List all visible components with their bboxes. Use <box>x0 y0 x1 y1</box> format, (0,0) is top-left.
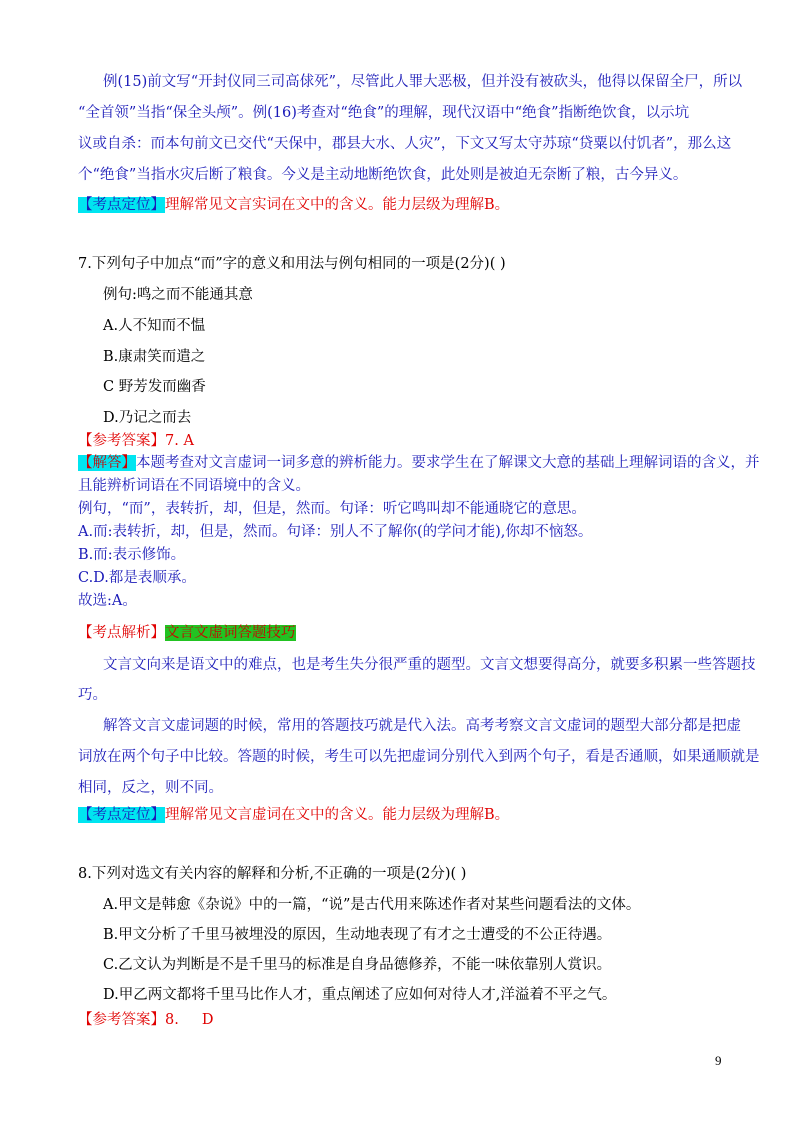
q7-jieda-line-6: C.D.都是表顺承。 <box>78 570 196 586</box>
q8-stem: 8.下列对选文有关内容的解释和分析,不正确的一项是(2分)( ) <box>78 866 467 882</box>
prev-explanation-line-4: 个“绝食”当指水灾后断了粮食。今义是主动地断绝饮食，此处则是被迫无奈断了粮，古今异义。 <box>78 167 688 183</box>
page-number: 9 <box>715 1053 722 1068</box>
q7-jieda-line-3: 例句，“而”，表转折，却，但是，然而。句译：听它鸣叫却不能通晓它的意思。 <box>78 501 586 517</box>
prev-kaodian-line <box>78 195 509 215</box>
prev-explanation-line-3: 议或自杀：而本句前文已交代“天保中，郡县大水、人灾”，下文又写太守苏琼“贷粟以付饥者”，那么这 <box>78 136 732 152</box>
q7-jiexi-line-2: 巧。 <box>78 687 107 703</box>
q8-option-a: A.甲文是韩愈《杂说》中的一篇，“说”是古代用来陈述作者对某些问题看法的文体。 <box>103 897 641 913</box>
q8-option-c: C.乙文认为判断是不是千里马的标准是自身品德修养，不能一味依靠别人赏识。 <box>103 957 612 973</box>
q7-option-c: C 野芳发而幽香 <box>103 379 206 395</box>
kaodian-text: 理解常见文言实词在文中的含义。能力层级为理解B。 <box>165 197 510 213</box>
q7-jieda-line-1 <box>78 453 760 473</box>
q7-kaodian-line <box>78 805 509 825</box>
jiexi-tag: 【考点解析】 <box>78 625 165 641</box>
answer-tag: 【参考答案】 <box>78 433 165 449</box>
jieda-text-1: 本题考查对文言虚词一词多意的辨析能力。要求学生在了解课文大意的基础上理解词语的含义，并 <box>136 455 760 471</box>
q7-jiexi-line-4: 词放在两个句子中比较。答题的时候，考生可以先把虚词分别代入到两个句子，看是否通顺，如果通顺就是 <box>78 749 760 765</box>
q7-jiexi-line-3: 解答文言文虚词题的时候，常用的答题技巧就是代入法。高考考察文言文虚词的题型大部分都是把虚 <box>103 718 741 734</box>
q8-answer-line <box>78 1010 214 1030</box>
answer-value: 7. A <box>165 433 194 449</box>
answer-value: 8. D <box>165 1012 214 1028</box>
q7-jieda-line-5: B.而:表示修饰。 <box>78 547 186 563</box>
q7-jieda-line-2: 且能辨析词语在不同语境中的含义。 <box>78 478 310 494</box>
q7-jieda-line-4: A.而:表转折，却，但是，然而。句译：别人不了解你(的学问才能),你却不恼怒。 <box>78 524 593 540</box>
q7-jiexi-line-1: 文言文向来是语文中的难点，也是考生失分很严重的题型。文言文想要得高分，就要多积累一些答题技 <box>103 657 756 673</box>
prev-explanation-line-1: 例(15)前文写“开封仪同三司高俅死”，尽管此人罪大恶极，但并没有被砍头，他得以保留全尸，所以 <box>103 74 743 90</box>
q7-stem: 7.下列句子中加点“而”字的意义和用法与例句相同的一项是(2分)( ) <box>78 256 506 272</box>
q7-jiexi-line-5: 相同，反之，则不同。 <box>78 780 223 796</box>
kaodian-tag: 【考点定位】 <box>78 197 165 213</box>
kaodian-text: 理解常见文言虚词在文中的含义。能力层级为理解B。 <box>165 807 510 823</box>
q7-option-a: A.人不知而不愠 <box>103 318 206 334</box>
q8-option-d: D.甲乙两文都将千里马比作人才，重点阐述了应如何对待人才,洋溢着不平之气。 <box>103 987 617 1003</box>
jieda-tag: 【解答】 <box>78 455 136 471</box>
kaodian-tag: 【考点定位】 <box>78 807 165 823</box>
prev-explanation-line-2: “全首领”当指“保全头颅”。例(16)考查对“绝食”的理解，现代汉语中“绝食”指断绝饮食，以示坑 <box>78 105 690 121</box>
q7-answer-line <box>78 431 194 451</box>
q7-option-b: B.康肃笑而遣之 <box>103 349 206 365</box>
jiexi-title: 文言文虚词答题技巧 <box>165 625 296 641</box>
q7-jiexi-heading <box>78 623 296 643</box>
q8-option-b: B.甲文分析了千里马被埋没的原因，生动地表现了有才之士遭受的不公正待遇。 <box>103 927 612 943</box>
q7-jieda-line-7: 故选:A。 <box>78 593 137 609</box>
q7-example: 例句:鸣之而不能通其意 <box>103 287 253 303</box>
q7-option-d: D.乃记之而去 <box>103 410 192 426</box>
answer-tag: 【参考答案】 <box>78 1012 165 1028</box>
